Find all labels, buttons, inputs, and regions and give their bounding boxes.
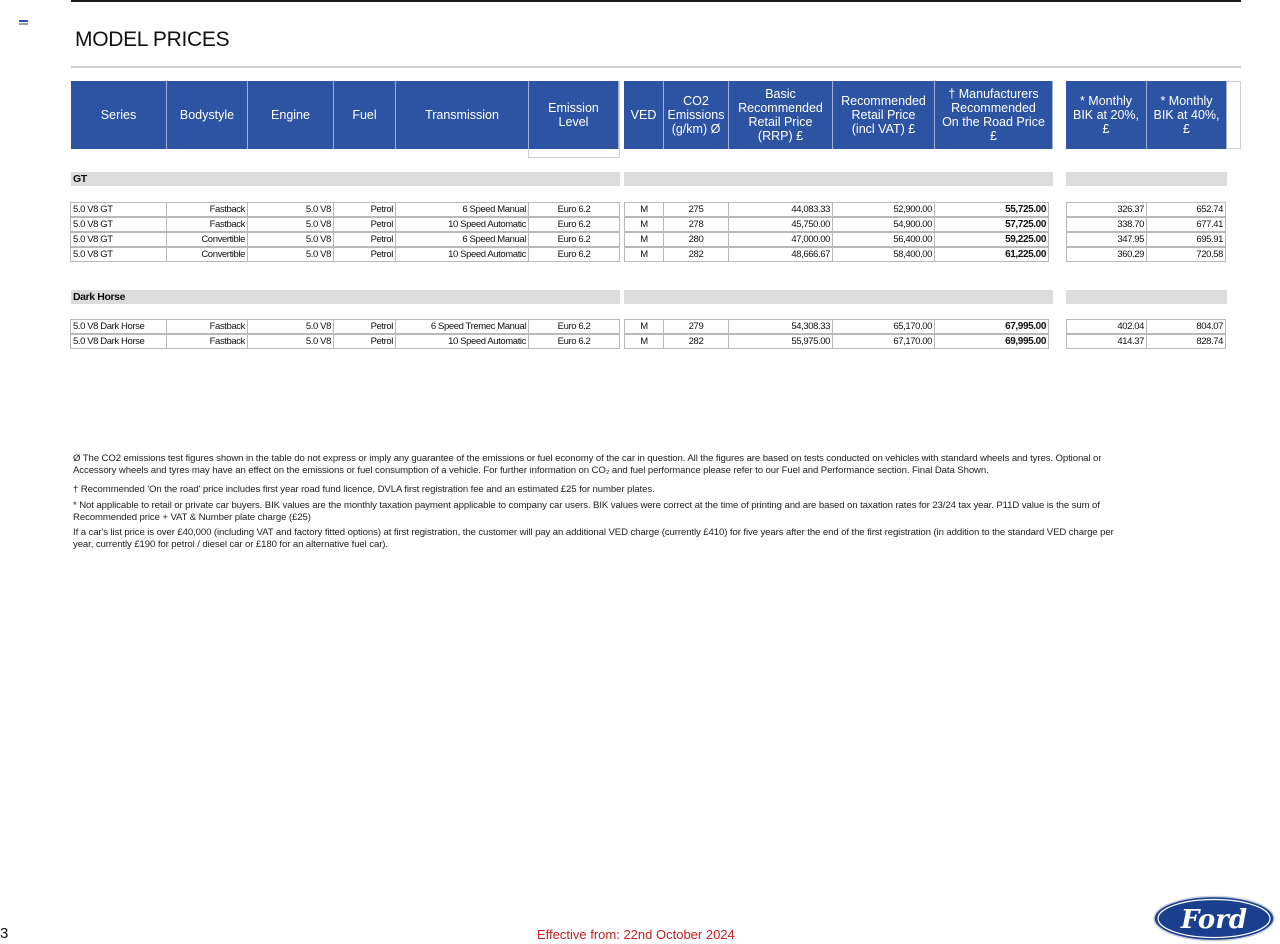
cell-series: 5.0 V8 Dark Horse	[70, 319, 167, 334]
cell-otr-price: 57,725.00	[934, 217, 1049, 232]
note-otr: † Recommended 'On the road' price includes first year road fund licence, DVLA first registration fee and an estimated £25 for number plates.	[73, 484, 655, 495]
cell-fuel: Petrol	[333, 232, 396, 247]
note-co2-line-2: Accessory wheels and tyres may have an effect on the emissions or fuel consumption of a vehicle. For further information on CO₂ and fuel performance please refer to our Fuel and Performance section. Final Data Shown.	[73, 465, 989, 476]
cell-emission-level: Euro 6.2	[528, 319, 620, 334]
cell-rrp-incl-vat: 56,400.00	[832, 232, 935, 247]
cell-series: 5.0 V8 Dark Horse	[70, 334, 167, 349]
cell-series: 5.0 V8 GT	[70, 202, 167, 217]
header-co2: CO2 Emissions (g/km) Ø	[664, 81, 729, 149]
header-bik-20: * Monthly BIK at 20%, £	[1066, 81, 1147, 149]
cell-basic-rrp: 54,308.33	[728, 319, 833, 334]
cell-engine: 5.0 V8	[247, 334, 334, 349]
cell-series: 5.0 V8 GT	[70, 232, 167, 247]
cell-basic-rrp: 47,000.00	[728, 232, 833, 247]
section-label-gt: GT	[73, 173, 87, 185]
header-otr-price: † Manufacturers Recommended On the Road Price £	[935, 81, 1053, 149]
cell-otr-price: 69,995.00	[934, 334, 1049, 349]
page-number: 3	[0, 925, 9, 942]
title-divider	[71, 66, 1241, 68]
cell-bodystyle: Fastback	[166, 319, 248, 334]
cell-bik-20: 326.37	[1066, 202, 1147, 217]
cell-rrp-incl-vat: 52,900.00	[832, 202, 935, 217]
cell-ved: M	[624, 247, 664, 262]
cell-rrp-incl-vat: 67,170.00	[832, 334, 935, 349]
cell-otr-price: 55,725.00	[934, 202, 1049, 217]
cell-transmission: 10 Speed Automatic	[395, 334, 529, 349]
page-title: MODEL PRICES	[75, 28, 230, 51]
header-ved: VED	[624, 81, 664, 149]
cell-basic-rrp: 48,666.67	[728, 247, 833, 262]
header-bodystyle: Bodystyle	[167, 81, 248, 149]
cell-fuel: Petrol	[333, 217, 396, 232]
cell-series: 5.0 V8 GT	[70, 247, 167, 262]
cell-engine: 5.0 V8	[247, 247, 334, 262]
note-bik-line-2: Recommended price + VAT & Number plate charge (£25)	[73, 512, 311, 523]
cell-co2: 280	[663, 232, 729, 247]
cell-co2: 275	[663, 202, 729, 217]
cell-engine: 5.0 V8	[247, 217, 334, 232]
cell-co2: 282	[663, 334, 729, 349]
cell-bodystyle: Fastback	[166, 334, 248, 349]
header-emission-level: Emission Level	[529, 81, 619, 149]
cell-rrp-incl-vat: 58,400.00	[832, 247, 935, 262]
cell-basic-rrp: 45,750.00	[728, 217, 833, 232]
cell-bodystyle: Fastback	[166, 217, 248, 232]
cell-transmission: 10 Speed Automatic	[395, 247, 529, 262]
note-ved-line-2: year, currently £190 for petrol / diesel car or £180 for an alternative fuel car).	[73, 539, 388, 550]
ford-logo	[1152, 895, 1276, 942]
cell-bodystyle: Convertible	[166, 247, 248, 262]
cell-bodystyle: Fastback	[166, 202, 248, 217]
cell-transmission: 10 Speed Automatic	[395, 217, 529, 232]
cell-rrp-incl-vat: 65,170.00	[832, 319, 935, 334]
section-label-dark-horse: Dark Horse	[73, 291, 126, 303]
cell-basic-rrp: 55,975.00	[728, 334, 833, 349]
cell-engine: 5.0 V8	[247, 319, 334, 334]
cell-co2: 279	[663, 319, 729, 334]
header-bik-40: * Monthly BIK at 40%, £	[1147, 81, 1227, 149]
cell-transmission: 6 Speed Manual	[395, 202, 529, 217]
menu-icon	[19, 20, 28, 27]
cell-bik-40: 677.41	[1146, 217, 1226, 232]
cell-ved: M	[624, 319, 664, 334]
cell-emission-level: Euro 6.2	[528, 202, 620, 217]
cell-bik-20: 360.29	[1066, 247, 1147, 262]
cell-emission-level: Euro 6.2	[528, 217, 620, 232]
cell-engine: 5.0 V8	[247, 232, 334, 247]
section-bar	[71, 290, 620, 304]
cell-bik-20: 338.70	[1066, 217, 1147, 232]
cell-ved: M	[624, 232, 664, 247]
note-ved-line-1: If a car's list price is over £40,000 (including VAT and factory fitted options) at first registration, the customer will pay an additional VED charge (currently £410) for five years after the end of the first registration (in addition to the standard VED charge per	[73, 527, 1114, 538]
header-basic-rrp: Basic Recommended Retail Price (RRP) £	[729, 81, 833, 149]
cell-bik-40: 804.07	[1146, 319, 1226, 334]
note-co2-line-1: Ø The CO2 emissions test figures shown in the table do not express or imply any guarantee of the emissions or fuel economy of the car in question. All the figures are based on tests conducted on vehicles with standard wheels and tyres. Optional or	[73, 453, 1102, 464]
header-series: Series	[71, 81, 167, 149]
cell-co2: 282	[663, 247, 729, 262]
cell-bik-20: 414.37	[1066, 334, 1147, 349]
header-rrp-incl-vat: Recommended Retail Price (incl VAT) £	[833, 81, 935, 149]
cell-emission-level: Euro 6.2	[528, 232, 620, 247]
section-bar	[1066, 290, 1227, 304]
cell-emission-level: Euro 6.2	[528, 334, 620, 349]
note-bik-line-1: * Not applicable to retail or private car buyers. BIK values are the monthly taxation payment applicable to company car users. BIK values were correct at the time of printing and are based on taxation rates for 23/24 tax year. P11D value is the sum of	[73, 500, 1100, 511]
cell-engine: 5.0 V8	[247, 202, 334, 217]
cell-transmission: 6 Speed Tremec Manual	[395, 319, 529, 334]
cell-fuel: Petrol	[333, 319, 396, 334]
header-fuel: Fuel	[334, 81, 396, 149]
section-bar	[1066, 172, 1227, 186]
section-bar	[71, 172, 620, 186]
cell-otr-price: 61,225.00	[934, 247, 1049, 262]
cell-transmission: 6 Speed Manual	[395, 232, 529, 247]
cell-otr-price: 59,225.00	[934, 232, 1049, 247]
cell-bik-40: 652.74	[1146, 202, 1226, 217]
cell-bik-20: 402.04	[1066, 319, 1147, 334]
cell-ved: M	[624, 334, 664, 349]
cell-series: 5.0 V8 GT	[70, 217, 167, 232]
top-rule	[71, 0, 1241, 2]
header-engine: Engine	[248, 81, 334, 149]
cell-bik-40: 695.91	[1146, 232, 1226, 247]
cell-fuel: Petrol	[333, 247, 396, 262]
section-bar	[624, 172, 1053, 186]
cell-bodystyle: Convertible	[166, 232, 248, 247]
cell-rrp-incl-vat: 54,900.00	[832, 217, 935, 232]
cell-emission-level: Euro 6.2	[528, 247, 620, 262]
ford-logo-wordmark: Ford	[1180, 905, 1248, 935]
cell-ved: M	[624, 217, 664, 232]
cell-bik-40: 828.74	[1146, 334, 1226, 349]
cell-fuel: Petrol	[333, 334, 396, 349]
cell-ved: M	[624, 202, 664, 217]
cell-co2: 278	[663, 217, 729, 232]
cell-basic-rrp: 44,083.33	[728, 202, 833, 217]
header-transmission: Transmission	[396, 81, 529, 149]
cell-fuel: Petrol	[333, 202, 396, 217]
cell-otr-price: 67,995.00	[934, 319, 1049, 334]
effective-date: Effective from: 22nd October 2024	[537, 927, 735, 942]
cell-bik-20: 347.95	[1066, 232, 1147, 247]
section-bar	[624, 290, 1053, 304]
cell-bik-40: 720.58	[1146, 247, 1226, 262]
